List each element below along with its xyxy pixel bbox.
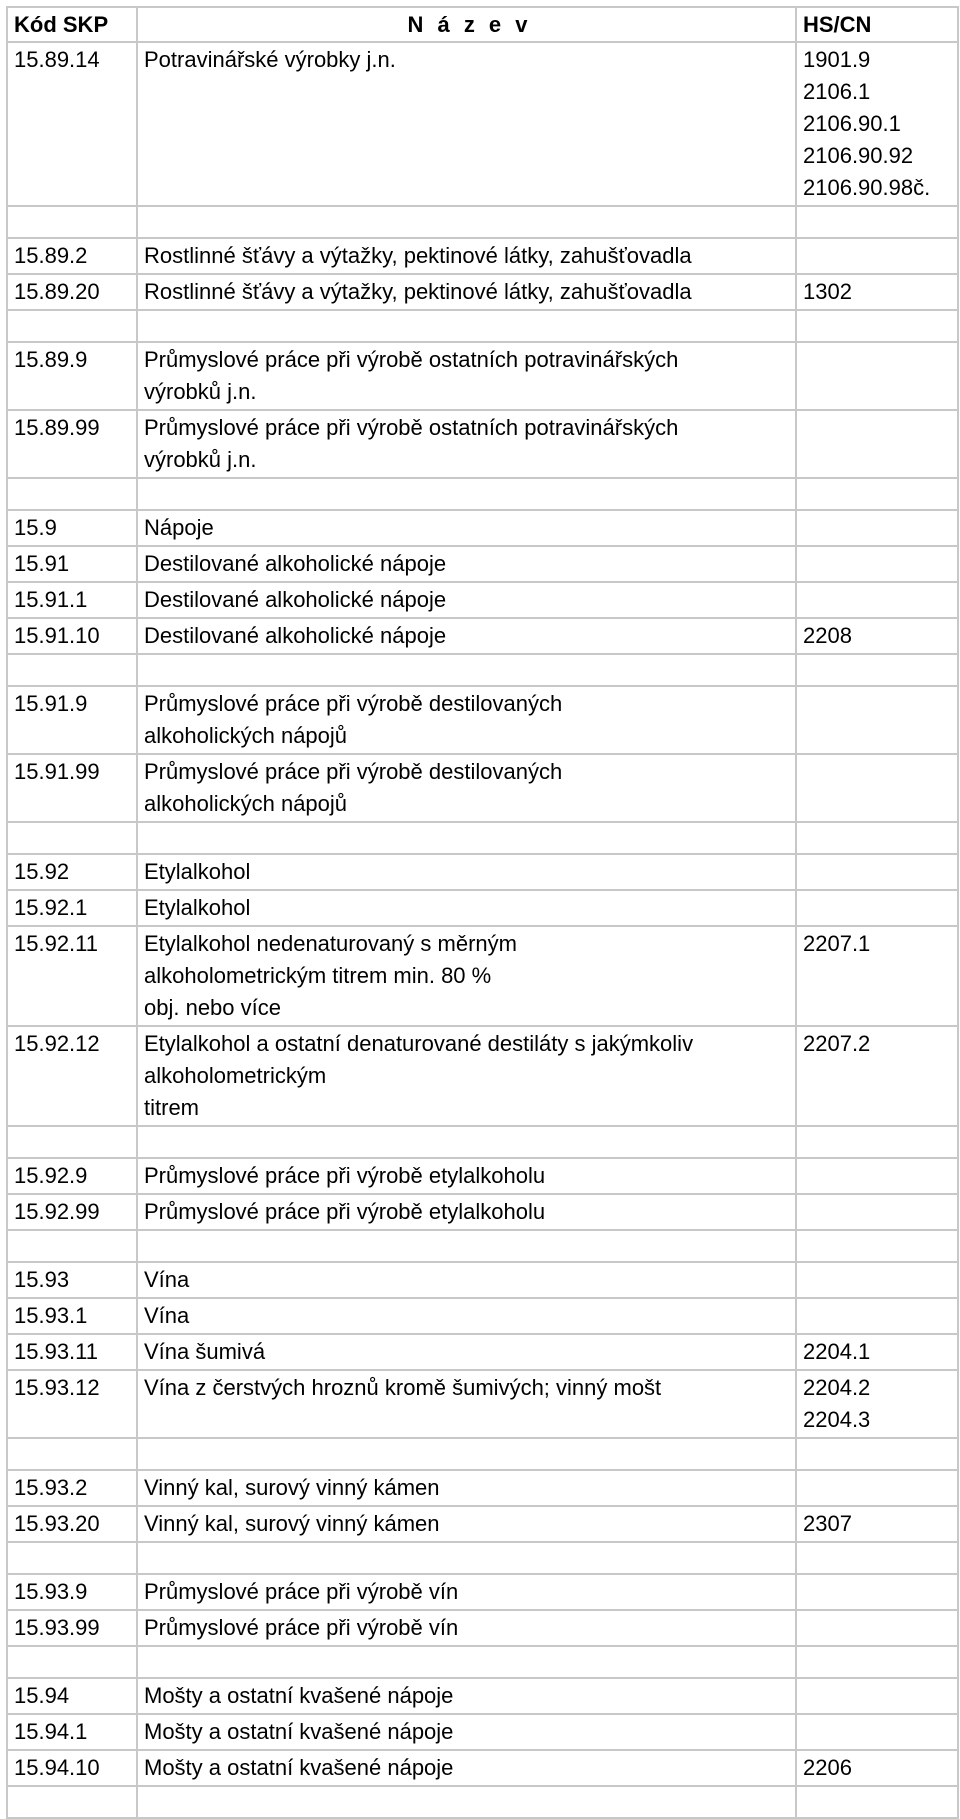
table-row xyxy=(7,686,958,754)
empty-cell xyxy=(7,1786,137,1818)
name-cell: Mošty a ostatní kvašené nápoje xyxy=(137,1678,796,1714)
name-cell: Vinný kal, surový vinný kámen xyxy=(137,1470,796,1506)
name-cell: Průmyslové práce při výrobě ostatních potravinářských výrobků j.n. xyxy=(137,410,796,478)
table-row xyxy=(7,1334,958,1370)
empty-cell xyxy=(796,822,958,854)
code-cell: 15.94 xyxy=(7,1678,137,1714)
code-cell: 15.94.10 xyxy=(7,1750,137,1786)
name-cell: Vinný kal, surový vinný kámen xyxy=(137,1506,796,1542)
code-cell: 15.92.1 xyxy=(7,890,137,926)
table-row xyxy=(7,1714,958,1750)
hs-code-cell xyxy=(796,1194,958,1230)
hs-code-cell: 1302 xyxy=(796,274,958,310)
hs-code-cell xyxy=(796,854,958,890)
table-row xyxy=(7,1470,958,1506)
code-cell: 15.92.99 xyxy=(7,1194,137,1230)
hs-code-cell: 1901.9 2106.1 2106.90.1 2106.90.92 2106.90.98č. xyxy=(796,42,958,206)
empty-cell xyxy=(796,1126,958,1158)
empty-cell xyxy=(7,310,137,342)
spacer-row xyxy=(7,206,958,238)
hs-code-cell: 2208 xyxy=(796,618,958,654)
name-cell: Etylalkohol a ostatní denaturované destiláty s jakýmkoliv alkoholometrickým titrem xyxy=(137,1026,796,1126)
name-cell: Průmyslové práce při výrobě destilovaných alkoholických nápojů xyxy=(137,686,796,754)
code-cell: 15.91.99 xyxy=(7,754,137,822)
code-cell: 15.89.9 xyxy=(7,342,137,410)
code-cell: 15.91.1 xyxy=(7,582,137,618)
hs-code-cell xyxy=(796,582,958,618)
empty-cell xyxy=(137,1646,796,1678)
code-cell: 15.93.99 xyxy=(7,1610,137,1646)
empty-cell xyxy=(137,1438,796,1470)
table-row xyxy=(7,1370,958,1438)
empty-cell xyxy=(137,1542,796,1574)
code-cell: 15.89.20 xyxy=(7,274,137,310)
empty-cell xyxy=(137,310,796,342)
empty-cell xyxy=(796,478,958,510)
code-cell: 15.92.9 xyxy=(7,1158,137,1194)
table-row xyxy=(7,618,958,654)
name-cell: Etylalkohol xyxy=(137,890,796,926)
hs-code-cell xyxy=(796,1714,958,1750)
hs-code-cell xyxy=(796,890,958,926)
hs-code-cell xyxy=(796,546,958,582)
empty-cell xyxy=(137,1786,796,1818)
table-row xyxy=(7,1026,958,1126)
empty-cell xyxy=(796,310,958,342)
table-row xyxy=(7,274,958,310)
table-row xyxy=(7,1574,958,1610)
table-row xyxy=(7,1506,958,1542)
table-row xyxy=(7,1262,958,1298)
hs-code-cell xyxy=(796,1610,958,1646)
spacer-row xyxy=(7,1646,958,1678)
hs-code-cell xyxy=(796,1470,958,1506)
name-cell: Průmyslové práce při výrobě destilovaných alkoholických nápojů xyxy=(137,754,796,822)
empty-cell xyxy=(7,1646,137,1678)
code-cell: 15.9 xyxy=(7,510,137,546)
code-cell: 15.93 xyxy=(7,1262,137,1298)
name-cell: Vína xyxy=(137,1298,796,1334)
empty-cell xyxy=(7,654,137,686)
table-row xyxy=(7,926,958,1026)
empty-cell xyxy=(796,1786,958,1818)
name-cell: Průmyslové práce při výrobě etylalkoholu xyxy=(137,1158,796,1194)
name-cell: Mošty a ostatní kvašené nápoje xyxy=(137,1750,796,1786)
hs-code-cell: 2204.1 xyxy=(796,1334,958,1370)
hs-code-cell xyxy=(796,686,958,754)
table-row xyxy=(7,582,958,618)
hs-code-cell: 2204.2 2204.3 xyxy=(796,1370,958,1438)
empty-cell xyxy=(7,206,137,238)
spacer-row xyxy=(7,478,958,510)
table-row xyxy=(7,1298,958,1334)
code-cell: 15.89.2 xyxy=(7,238,137,274)
code-cell: 15.89.99 xyxy=(7,410,137,478)
empty-cell xyxy=(137,654,796,686)
hs-code-cell xyxy=(796,1298,958,1334)
header-row xyxy=(7,7,958,42)
name-cell: Rostlinné šťávy a výtažky, pektinové látky, zahušťovadla xyxy=(137,238,796,274)
hs-code-cell: 2207.2 xyxy=(796,1026,958,1126)
code-cell: 15.92.11 xyxy=(7,926,137,1026)
empty-cell xyxy=(7,1230,137,1262)
code-cell: 15.91.10 xyxy=(7,618,137,654)
name-cell: Průmyslové práce při výrobě vín xyxy=(137,1574,796,1610)
empty-cell xyxy=(7,1126,137,1158)
hs-code-cell xyxy=(796,238,958,274)
hs-code-cell xyxy=(796,342,958,410)
empty-cell xyxy=(137,1230,796,1262)
code-cell: 15.93.20 xyxy=(7,1506,137,1542)
code-cell: 15.89.14 xyxy=(7,42,137,206)
code-cell: 15.91.9 xyxy=(7,686,137,754)
code-cell: 15.93.2 xyxy=(7,1470,137,1506)
empty-cell xyxy=(796,1230,958,1262)
table-row xyxy=(7,1750,958,1786)
hs-code-cell: 2307 xyxy=(796,1506,958,1542)
hs-code-cell: 2207.1 xyxy=(796,926,958,1026)
spacer-row xyxy=(7,654,958,686)
name-cell: Průmyslové práce při výrobě ostatních potravinářských výrobků j.n. xyxy=(137,342,796,410)
table-row xyxy=(7,546,958,582)
name-cell: Vína xyxy=(137,1262,796,1298)
code-cell: 15.91 xyxy=(7,546,137,582)
table-row xyxy=(7,510,958,546)
name-cell: Etylalkohol nedenaturovaný s měrným alkoholometrickým titrem min. 80 % obj. nebo více xyxy=(137,926,796,1026)
code-cell: 15.92 xyxy=(7,854,137,890)
empty-cell xyxy=(796,1542,958,1574)
empty-cell xyxy=(7,478,137,510)
empty-cell xyxy=(137,1126,796,1158)
spacer-row xyxy=(7,310,958,342)
empty-cell xyxy=(7,822,137,854)
name-cell: Etylalkohol xyxy=(137,854,796,890)
table-row xyxy=(7,410,958,478)
code-cell: 15.93.12 xyxy=(7,1370,137,1438)
hs-code-cell: 2206 xyxy=(796,1750,958,1786)
empty-cell xyxy=(7,1438,137,1470)
hs-code-cell xyxy=(796,1574,958,1610)
hs-code-cell xyxy=(796,1678,958,1714)
spacer-row xyxy=(7,1230,958,1262)
name-cell: Průmyslové práce při výrobě etylalkoholu xyxy=(137,1194,796,1230)
name-cell: Průmyslové práce při výrobě vín xyxy=(137,1610,796,1646)
name-cell: Destilované alkoholické nápoje xyxy=(137,582,796,618)
hs-code-cell xyxy=(796,1262,958,1298)
table-row xyxy=(7,1610,958,1646)
code-cell: 15.93.9 xyxy=(7,1574,137,1610)
name-cell: Destilované alkoholické nápoje xyxy=(137,546,796,582)
code-cell: 15.94.1 xyxy=(7,1714,137,1750)
code-cell: 15.93.1 xyxy=(7,1298,137,1334)
table-body xyxy=(7,42,958,1818)
table-row xyxy=(7,1678,958,1714)
empty-cell xyxy=(137,206,796,238)
name-cell: Vína šumivá xyxy=(137,1334,796,1370)
hs-code-cell xyxy=(796,510,958,546)
classification-table xyxy=(6,6,959,1819)
hs-code-cell xyxy=(796,1158,958,1194)
name-cell: Vína z čerstvých hroznů kromě šumivých; vinný mošt xyxy=(137,1370,796,1438)
empty-cell xyxy=(137,478,796,510)
table-row xyxy=(7,754,958,822)
empty-cell xyxy=(796,206,958,238)
table-row xyxy=(7,1158,958,1194)
empty-cell xyxy=(7,1542,137,1574)
name-cell: Rostlinné šťávy a výtažky, pektinové látky, zahušťovadla xyxy=(137,274,796,310)
header-name: N á z e v xyxy=(137,7,796,42)
empty-cell xyxy=(796,1646,958,1678)
hs-code-cell xyxy=(796,754,958,822)
table-row xyxy=(7,42,958,206)
table-row xyxy=(7,238,958,274)
name-cell: Potravinářské výrobky j.n. xyxy=(137,42,796,206)
table-row xyxy=(7,1194,958,1230)
empty-cell xyxy=(796,1438,958,1470)
header-code: Kód SKP xyxy=(7,7,137,42)
empty-cell xyxy=(796,654,958,686)
empty-cell xyxy=(137,822,796,854)
header-hs: HS/CN xyxy=(796,7,958,42)
spacer-row xyxy=(7,822,958,854)
name-cell: Mošty a ostatní kvašené nápoje xyxy=(137,1714,796,1750)
table-row xyxy=(7,890,958,926)
spacer-row xyxy=(7,1542,958,1574)
spacer-row xyxy=(7,1786,958,1818)
spacer-row xyxy=(7,1126,958,1158)
code-cell: 15.93.11 xyxy=(7,1334,137,1370)
hs-code-cell xyxy=(796,410,958,478)
name-cell: Nápoje xyxy=(137,510,796,546)
name-cell: Destilované alkoholické nápoje xyxy=(137,618,796,654)
code-cell: 15.92.12 xyxy=(7,1026,137,1126)
table-row xyxy=(7,342,958,410)
spacer-row xyxy=(7,1438,958,1470)
table-row xyxy=(7,854,958,890)
